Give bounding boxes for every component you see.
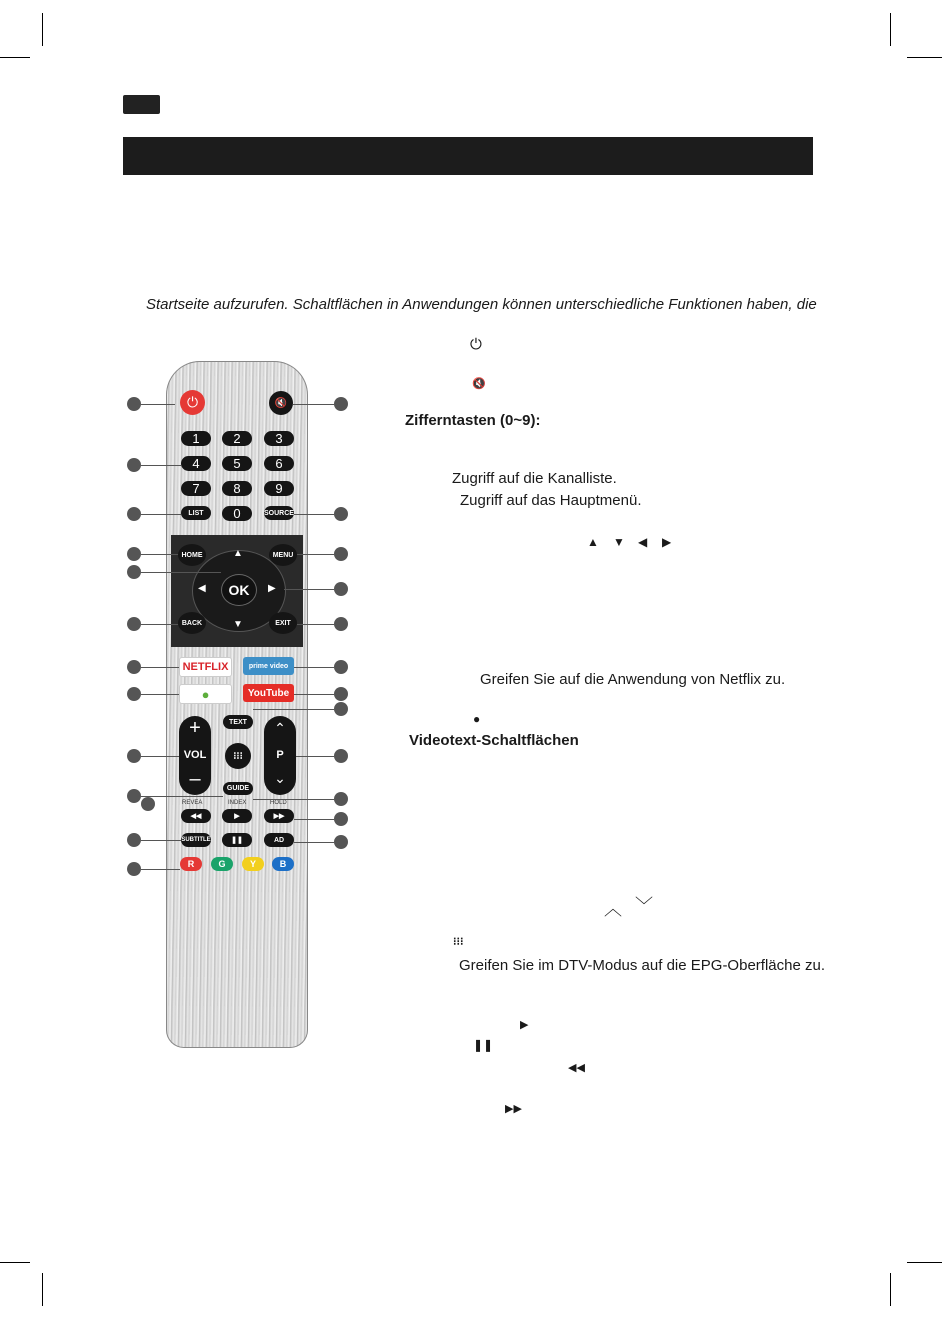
digit-7-button[interactable]: 7 bbox=[181, 481, 211, 496]
digit-4-button[interactable]: 4 bbox=[181, 456, 211, 471]
browser-button[interactable] bbox=[179, 684, 232, 704]
index-label: INDEX bbox=[228, 800, 247, 806]
reveal-label: REVEA bbox=[182, 800, 203, 806]
digit-2-button[interactable]: 2 bbox=[222, 431, 252, 446]
callout-line bbox=[294, 819, 334, 820]
callout-marker bbox=[334, 507, 348, 521]
p-label: P bbox=[276, 749, 284, 761]
callout-marker bbox=[127, 660, 141, 674]
callout-line bbox=[141, 465, 181, 466]
rewind-icon: ◀◀ bbox=[568, 1062, 585, 1074]
mute-icon: 🔇 bbox=[472, 378, 486, 390]
grid-icon: ⁝⁝⁝ bbox=[453, 936, 464, 948]
chevron-up-icon: ︿ bbox=[604, 899, 622, 919]
crop-mark bbox=[890, 1273, 891, 1306]
callout-line bbox=[296, 756, 334, 757]
callout-marker bbox=[334, 687, 348, 701]
callout-marker bbox=[334, 617, 348, 631]
section-header-bar bbox=[123, 137, 813, 175]
teletext-heading: Videotext-Schaltflächen bbox=[409, 732, 579, 749]
chevron-down-icon: ﹀ bbox=[635, 896, 653, 916]
blue-button[interactable]: B bbox=[272, 857, 294, 871]
guide-description: Greifen Sie im DTV-Modus auf die EPG-Oberfläche zu. bbox=[459, 957, 825, 974]
rewind-icon: ◀◀ bbox=[190, 813, 202, 820]
yellow-button[interactable]: Y bbox=[242, 857, 264, 871]
digits-heading: Zifferntasten (0~9): bbox=[405, 412, 541, 429]
callout-line bbox=[141, 756, 179, 757]
program-rocker[interactable] bbox=[264, 716, 296, 795]
volume-up-icon: + bbox=[189, 717, 201, 739]
callout-line bbox=[294, 694, 334, 695]
fast-forward-icon: ▶▶ bbox=[505, 1103, 522, 1115]
callout-line bbox=[141, 554, 178, 555]
green-button[interactable]: G bbox=[211, 857, 233, 871]
callout-marker bbox=[127, 789, 141, 803]
callout-marker bbox=[334, 835, 348, 849]
fast-forward-icon: ▶▶ bbox=[273, 813, 285, 820]
callout-marker bbox=[127, 565, 141, 579]
callout-marker bbox=[127, 507, 141, 521]
youtube-button[interactable]: YouTube bbox=[243, 684, 294, 702]
menu-description: Zugriff auf das Hauptmenü. bbox=[460, 492, 642, 509]
callout-line bbox=[141, 869, 180, 870]
crop-mark bbox=[907, 57, 942, 58]
callout-marker bbox=[334, 702, 348, 716]
volume-down-icon: – bbox=[189, 768, 201, 790]
list-button[interactable]: LIST bbox=[181, 506, 211, 520]
callout-marker bbox=[334, 812, 348, 826]
crop-mark bbox=[0, 57, 30, 58]
callout-marker bbox=[334, 547, 348, 561]
pause-icon: ❚❚ bbox=[473, 1038, 494, 1052]
pause-button[interactable] bbox=[222, 833, 252, 847]
home-button[interactable]: HOME bbox=[178, 544, 206, 566]
play-icon: ▶ bbox=[520, 1019, 529, 1031]
chevron-up-icon: ⌃ bbox=[274, 720, 286, 736]
callout-line bbox=[297, 624, 334, 625]
callout-marker bbox=[127, 458, 141, 472]
guide-button[interactable]: GUIDE bbox=[223, 782, 253, 795]
chevron-down-icon: ⌄ bbox=[274, 770, 286, 786]
rewind-button[interactable] bbox=[181, 809, 211, 823]
digit-5-button[interactable]: 5 bbox=[222, 456, 252, 471]
callout-marker bbox=[127, 862, 141, 876]
callout-line bbox=[284, 589, 334, 590]
power-icon: ⏻ bbox=[470, 336, 482, 353]
apps-button[interactable] bbox=[225, 743, 251, 769]
digit-9-button[interactable]: 9 bbox=[264, 481, 294, 496]
netflix-description: Greifen Sie auf die Anwendung von Netflix zu. bbox=[480, 671, 786, 688]
callout-marker bbox=[334, 582, 348, 596]
crop-mark bbox=[890, 13, 891, 46]
prime-video-button[interactable]: prime video bbox=[243, 657, 294, 675]
pause-icon: ❚❚ bbox=[231, 837, 243, 844]
exit-button[interactable]: EXIT bbox=[269, 612, 297, 634]
callout-line bbox=[294, 514, 334, 515]
callout-marker bbox=[127, 749, 141, 763]
ad-button[interactable]: AD bbox=[264, 833, 294, 847]
callout-marker bbox=[334, 397, 348, 411]
callout-line bbox=[294, 842, 334, 843]
intro-text: Startseite aufzurufen. Schaltflächen in Anwendungen können unterschiedliche Funktionen haben, die bbox=[146, 296, 817, 313]
fast-forward-button[interactable] bbox=[264, 809, 294, 823]
power-button[interactable] bbox=[180, 390, 205, 415]
digit-1-button[interactable]: 1 bbox=[181, 431, 211, 446]
crop-mark bbox=[42, 1273, 43, 1306]
back-button[interactable]: BACK bbox=[178, 612, 206, 634]
crop-mark bbox=[907, 1262, 942, 1263]
callout-marker bbox=[334, 792, 348, 806]
arrow-right-icon[interactable]: ▶ bbox=[268, 583, 276, 594]
callout-marker bbox=[141, 797, 155, 811]
list-description: Zugriff auf die Kanalliste. bbox=[452, 470, 617, 487]
crop-mark bbox=[0, 1262, 30, 1263]
arrow-down-icon: ▼ bbox=[613, 535, 625, 549]
grid-icon: ⁝⁝⁝ bbox=[233, 750, 243, 762]
source-button[interactable]: SOURCE bbox=[264, 506, 294, 520]
text-button[interactable]: TEXT bbox=[223, 715, 253, 729]
arrow-up-icon: ▲ bbox=[587, 535, 599, 549]
arrow-right-icon: ▶ bbox=[662, 535, 672, 549]
play-icon: ▶ bbox=[234, 813, 240, 820]
callout-line bbox=[141, 840, 181, 841]
callout-marker bbox=[127, 833, 141, 847]
callout-line bbox=[141, 796, 223, 797]
callout-line bbox=[297, 554, 334, 555]
arrow-up-icon[interactable]: ▲ bbox=[233, 548, 243, 559]
volume-rocker[interactable] bbox=[179, 716, 211, 795]
red-button[interactable]: R bbox=[180, 857, 202, 871]
globe-icon: ● bbox=[201, 686, 210, 702]
callout-marker bbox=[127, 687, 141, 701]
callout-marker bbox=[127, 617, 141, 631]
callout-line bbox=[141, 694, 179, 695]
callout-line bbox=[141, 667, 179, 668]
callout-line bbox=[141, 404, 175, 405]
play-button[interactable] bbox=[222, 809, 252, 823]
subtitle-button[interactable]: SUBTITLE bbox=[181, 833, 211, 847]
callout-line bbox=[253, 799, 334, 800]
ok-button[interactable]: OK bbox=[221, 574, 257, 606]
mute-icon: 🔇 bbox=[274, 397, 288, 409]
menu-button[interactable]: MENU bbox=[269, 544, 297, 566]
arrow-left-icon: ◀ bbox=[638, 535, 648, 549]
digit-0-button[interactable]: 0 bbox=[222, 506, 252, 521]
globe-icon: ● bbox=[473, 712, 481, 726]
callout-marker bbox=[334, 660, 348, 674]
crop-mark bbox=[42, 13, 43, 46]
language-tag bbox=[123, 95, 160, 114]
callout-line bbox=[141, 624, 178, 625]
callout-marker bbox=[127, 397, 141, 411]
vol-label: VOL bbox=[183, 749, 207, 761]
callout-marker bbox=[334, 749, 348, 763]
digit-3-button[interactable]: 3 bbox=[264, 431, 294, 446]
callout-line bbox=[294, 667, 334, 668]
mute-button[interactable] bbox=[269, 391, 293, 415]
digit-6-button[interactable]: 6 bbox=[264, 456, 294, 471]
callout-line bbox=[141, 514, 181, 515]
digit-8-button[interactable]: 8 bbox=[222, 481, 252, 496]
netflix-button[interactable]: NETFLIX bbox=[179, 657, 232, 677]
hold-label: HOLD bbox=[270, 800, 287, 806]
arrow-left-icon[interactable]: ◀ bbox=[198, 583, 206, 594]
callout-line bbox=[141, 572, 221, 573]
callout-line bbox=[253, 709, 334, 710]
callout-marker bbox=[127, 547, 141, 561]
callout-line bbox=[293, 404, 334, 405]
power-icon: ⏻ bbox=[186, 394, 199, 410]
arrow-down-icon[interactable]: ▼ bbox=[233, 619, 243, 630]
